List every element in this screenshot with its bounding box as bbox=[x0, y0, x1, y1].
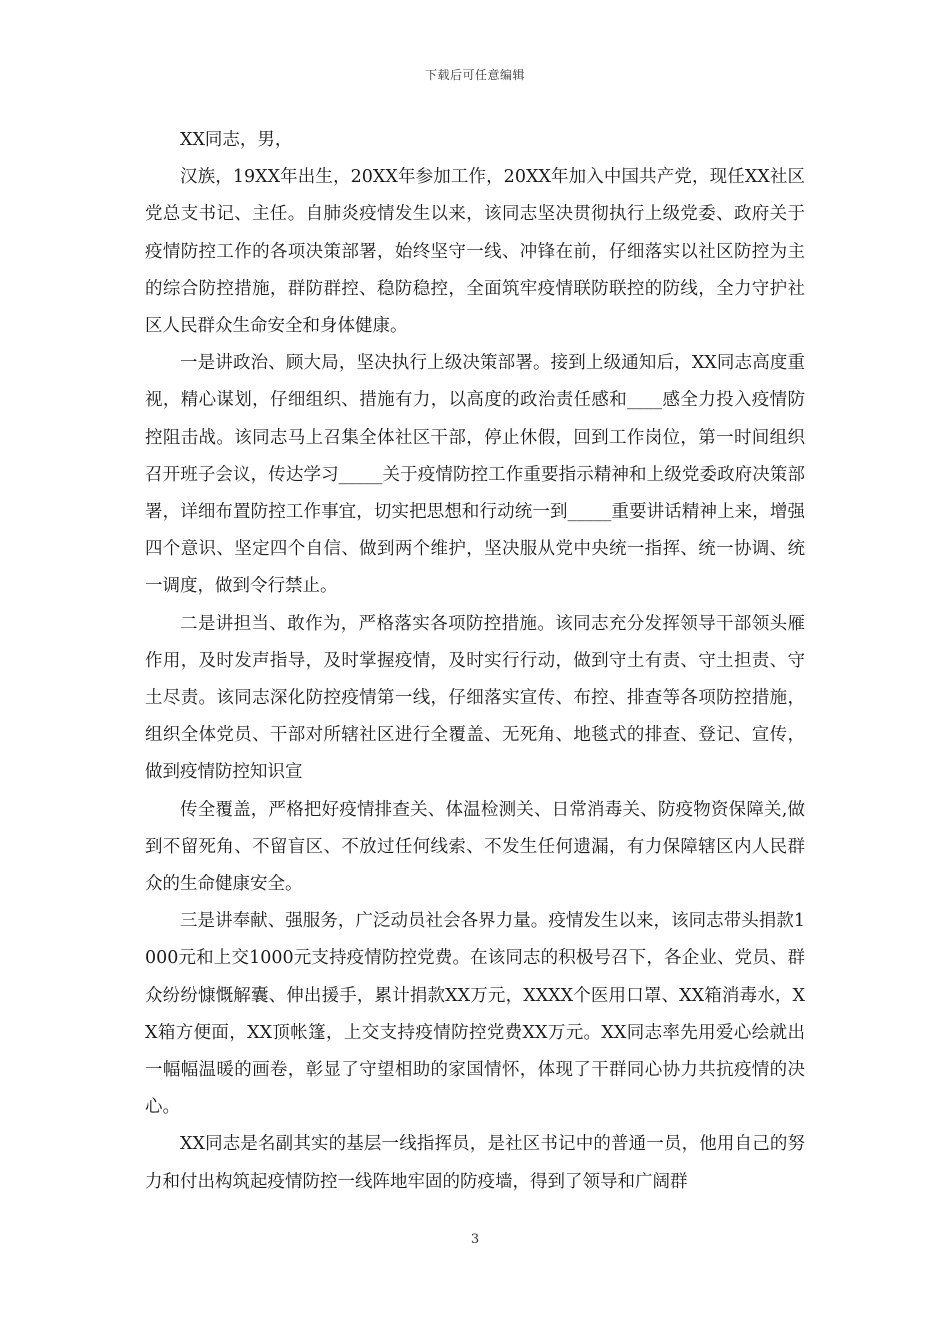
paragraph-politics: 一是讲政治、顾大局，坚决执行上级决策部署。接到上级通知后，XX同志高度重视，精心谋划，仔细组织、措施有力，以高度的政治责任感和____感全力投入疫情防控阻击战。该同志马上召集全体社区干部，停止休假，回到工作岗位，第一时间组织召开班子会议，传达学习_____关于疫情防控工作重要指示精神和上级党委政府决策部署，详细布置防控工作事宜，切实把思想和行动统一到_____重要讲话精神上来，增强四个意识、坚定四个自信、做到两个维护，坚决服从党中央统一指挥、统一协调、统一调度，做到令行禁止。 bbox=[145, 353, 805, 597]
page-number: 3 bbox=[470, 1232, 480, 1247]
paragraph-intro: XX同志，男， bbox=[180, 130, 293, 150]
paragraph-responsibility: 二是讲担当、敢作为，严格落实各项防控措施。该同志充分发挥领导干部领头雁作用，及时发声指导，及时掌握疫情，及时实行行动，做到守土有责、守土担责、守土尽责。该同志深化防控疫情第一线，仔细落实宣传、布控、排查等各项防控措施，组织全体党员、干部对所辖社区进行全覆盖、无死角、地毯式的排查、登记、宣传，做到疫情防控知识宣 bbox=[145, 613, 805, 783]
paragraph-coverage: 传全覆盖，严格把好疫情排查关、体温检测关、日常消毒关、防疫物资保障关,做到不留死角、不留盲区、不放过任何线索、不发生任何遗漏，有力保障辖区内人民群众的生命健康安全。 bbox=[145, 799, 805, 895]
paragraph-summary: XX同志是名副其实的基层一线指挥员，是社区书记中的普通一员，他用自己的努力和付出构筑起疫情防控一线阵地牢固的防疫墙，得到了领导和广阔群 bbox=[145, 1134, 805, 1192]
paragraph-dedication: 三是讲奉献、强服务，广泛动员社会各界力量。疫情发生以来，该同志带头捐款1000元和上交1000元支持疫情防控党费。在该同志的积极号召下，各企业、党员、群众纷纷慷慨解囊、伸出援手，累计捐款XX万元，XXXX个医用口罩、XX箱消毒水，XX箱方便面，XX顶帐篷，上交支持疫情防控党费XX万元。XX同志率先用爱心绘就出一幅幅温暖的画卷，彰显了守望相助的家国情怀，体现了干群同心协力共抗疫情的决心。 bbox=[145, 911, 805, 1118]
document-body bbox=[145, 122, 805, 1201]
paragraph-profile: 汉族，19XX年出生，20XX年参加工作，20XX年加入中国共产党，现任XX社区党总支书记、主任。自肺炎疫情发生以来，该同志坚决贯彻执行上级党委、政府关于疫情防控工作的各项决策部署，始终坚守一线、冲锋在前，仔细落实以社区防控为主的综合防控措施，群防群控、稳防稳控，全面筑牢疫情联防联控的防线，全力守护社区人民群众生命安全和身体健康。 bbox=[145, 167, 805, 337]
page-header: 下载后可任意编辑 bbox=[424, 68, 525, 82]
